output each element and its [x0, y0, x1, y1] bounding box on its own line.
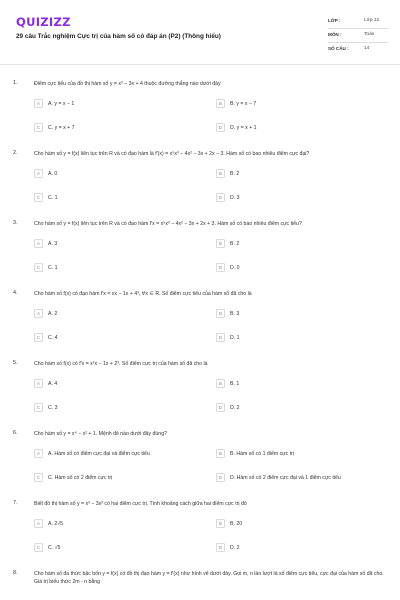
option-letter: C [34, 193, 43, 202]
option-text: D. 3 [230, 194, 240, 201]
option-c[interactable] [34, 122, 75, 133]
option-letter: D [216, 473, 225, 482]
option-text: B. 1 [230, 380, 240, 387]
option-letter: B [216, 169, 225, 178]
option-d[interactable] [216, 542, 240, 553]
option-c[interactable] [34, 542, 60, 553]
option-text: C. Hàm số có 2 điểm cực trị [48, 474, 113, 481]
option-text: C. y = x + 7 [48, 124, 75, 131]
question-text: Cho hàm số y = x⁴ − x² + 1. Mệnh đề nào dưới đây đúng? [34, 431, 167, 437]
option-c[interactable] [34, 402, 58, 413]
option-c[interactable] [34, 472, 112, 483]
question-text: Cho hàm số y = f(x) liên tục trên R và có đạo hàm là f′(x) = x⁵x³ − 4x² − 3x + 2x − 3. Hàm số có bao nhiêu điểm cực đại? [34, 151, 310, 157]
question-number: 3. [13, 220, 18, 226]
question-text: Cho hàm số f(x) có đạo hàm f′x = xx − 1x + 4³, ∀x ∈ R. Số điểm cực tiểu của hàm số đã cho là [34, 291, 252, 297]
option-letter: A [34, 239, 43, 248]
option-b[interactable] [216, 378, 239, 389]
quizizz-logo: QUIZIZZ [16, 15, 71, 29]
question-number: 8. [13, 570, 18, 576]
option-letter: B [216, 449, 225, 458]
option-text: A. 2 [48, 310, 58, 317]
option-letter: C [34, 543, 43, 552]
option-a[interactable] [34, 518, 63, 529]
option-letter: A [34, 169, 43, 178]
option-text: A. 4 [48, 380, 58, 387]
option-letter: C [34, 263, 43, 272]
option-text: D. 2 [230, 404, 240, 411]
option-text: D. 1 [230, 334, 240, 341]
option-text: B. 2 [230, 170, 240, 177]
option-letter: C [34, 403, 43, 412]
option-letter: A [34, 519, 43, 528]
option-d[interactable] [216, 122, 257, 133]
option-text: B. 2 [230, 240, 240, 247]
question-number: 7. [13, 500, 18, 506]
page-title: 29 câu Trắc nghiệm Cực trị của hàm số có đáp án (P2) (Thông hiểu) [16, 33, 221, 40]
option-c[interactable] [34, 332, 58, 343]
option-c[interactable] [34, 192, 58, 203]
meta-key: SỐ CÂU : [328, 46, 349, 51]
meta-row-count [328, 43, 388, 57]
option-b[interactable] [216, 98, 256, 109]
option-text: C. 1 [48, 264, 58, 271]
option-letter: C [34, 473, 43, 482]
question-number: 2. [13, 150, 18, 156]
option-text: B. 20 [230, 520, 243, 527]
option-letter: D [216, 263, 225, 272]
question-text: Cho hàm số f(x) có f′x = x²x − 1x + 2³. Số điểm cực trị của hàm số đã cho là [34, 361, 208, 367]
option-d[interactable] [216, 332, 240, 343]
option-letter: A [34, 449, 43, 458]
question-text: Biết đồ thị hàm số y = x³ − 3x² có hai điểm cực trị. Tính khoảng cách giữa hai điểm cực trị đó [34, 501, 247, 507]
option-text: D. 2 [230, 544, 240, 551]
option-text: C. 1 [48, 194, 58, 201]
option-a[interactable] [34, 308, 57, 319]
option-letter: A [34, 99, 43, 108]
header-divider [0, 64, 400, 65]
option-a[interactable] [34, 238, 57, 249]
meta-key: MÔN : [328, 32, 342, 37]
option-letter: B [216, 239, 225, 248]
question-number: 6. [13, 430, 18, 436]
question-text: Cho hàm số y = f(x) liên tục trên R và có đạo hàm f′x = x⁵x³ − 4x² − 3x + 2x + 3. Hàm số có bao nhiêu điểm cực tiểu? [34, 221, 302, 227]
option-text: B. Hàm số có 1 điểm cực trị [230, 450, 295, 457]
option-text: D. Hàm số có 2 điểm cực đại và 1 điểm cực tiểu [230, 474, 341, 481]
option-text: B. 3 [230, 310, 240, 317]
question-number: 1. [13, 80, 18, 86]
meta-value: Lớp 12 [364, 18, 380, 23]
option-text: A. 3 [48, 240, 58, 247]
option-a[interactable] [34, 378, 57, 389]
option-text: A. 0 [48, 170, 58, 177]
option-text: C. 4 [48, 334, 58, 341]
question-text: Cho hàm số đa thức bậc bốn y = f(x) có đồ thị đạo hàm y = f′(x) như hình vẽ dưới đây. Gọi m, n lần lượt là số điểm cực tiểu, cực đại của hàm số đã cho. Giá trị biểu thức 2m - n bằng [34, 571, 384, 585]
document-header [0, 0, 400, 64]
option-a[interactable] [34, 98, 74, 109]
option-text: C. 3 [48, 404, 58, 411]
question-number: 5. [13, 360, 18, 366]
option-d[interactable] [216, 472, 341, 483]
option-b[interactable] [216, 238, 239, 249]
option-letter: C [34, 333, 43, 342]
option-letter: C [34, 123, 43, 132]
option-d[interactable] [216, 402, 240, 413]
option-c[interactable] [34, 262, 58, 273]
option-b[interactable] [216, 448, 294, 459]
option-letter: D [216, 543, 225, 552]
option-letter: B [216, 309, 225, 318]
option-a[interactable] [34, 168, 57, 179]
meta-row-class [328, 15, 388, 29]
option-letter: D [216, 403, 225, 412]
option-text: D. y = x + 1 [230, 124, 257, 131]
meta-key: LỚP : [328, 18, 341, 23]
option-d[interactable] [216, 192, 240, 203]
meta-value: Toán [364, 32, 375, 37]
option-b[interactable] [216, 168, 239, 179]
option-letter: B [216, 519, 225, 528]
option-letter: A [34, 379, 43, 388]
option-text: A. Hàm số có điểm cực đại và điểm cực tiểu [48, 450, 150, 457]
option-d[interactable] [216, 262, 240, 273]
option-text: A. y = x − 1 [48, 100, 75, 107]
option-letter: B [216, 99, 225, 108]
option-a[interactable] [34, 448, 150, 459]
meta-row-subject [328, 29, 388, 43]
question-number: 4. [13, 290, 18, 296]
option-b[interactable] [216, 308, 239, 319]
option-text: A. 2√5 [48, 520, 63, 527]
option-b[interactable] [216, 518, 242, 529]
option-letter: D [216, 123, 225, 132]
option-letter: D [216, 333, 225, 342]
option-letter: B [216, 379, 225, 388]
option-letter: D [216, 193, 225, 202]
meta-value: 14 [364, 46, 370, 51]
option-text: B. y = x − 7 [230, 100, 257, 107]
option-text: D. 0 [230, 264, 240, 271]
meta-table [328, 15, 388, 57]
question-text: Điểm cực tiểu của đồ thị hàm số y = x³ − 3x + 4 thuộc đường thẳng nào dưới đây [34, 81, 221, 87]
option-letter: A [34, 309, 43, 318]
option-text: C. √5 [48, 544, 61, 551]
